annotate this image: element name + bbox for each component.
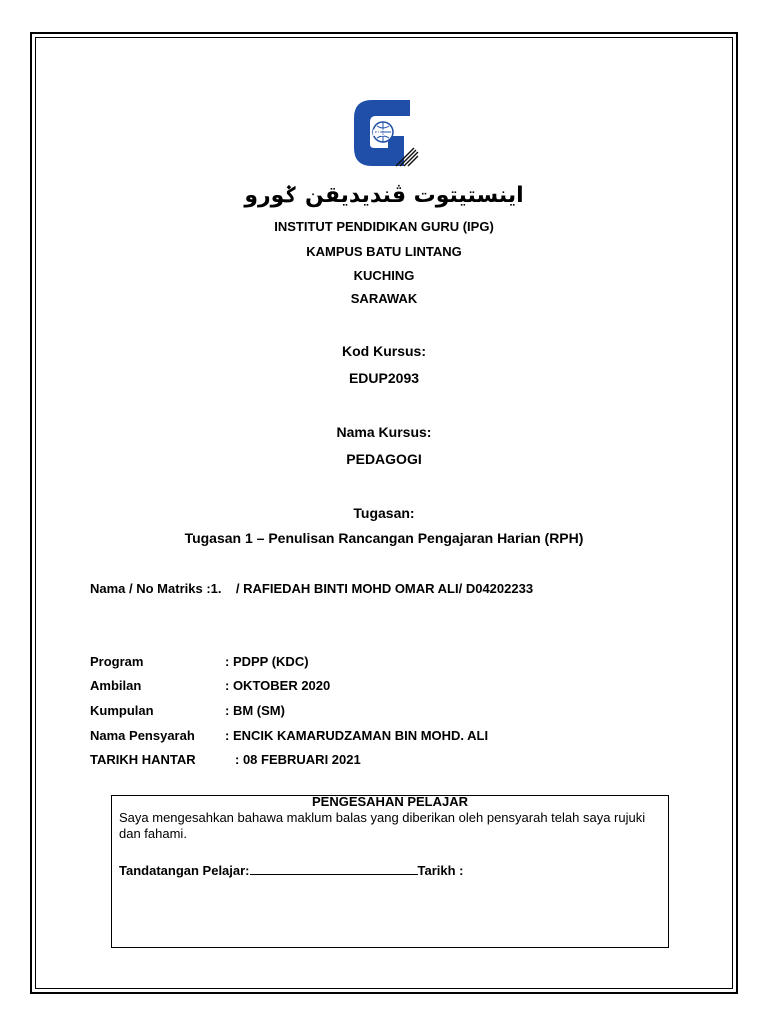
course-code-label: Kod Kursus: bbox=[342, 343, 426, 359]
course-name-label: Nama Kursus: bbox=[336, 424, 432, 440]
institution-name: INSTITUT PENDIDIKAN GURU (IPG) bbox=[274, 219, 494, 234]
info-row-program bbox=[90, 654, 309, 670]
info-row-ambilan bbox=[90, 678, 330, 694]
info-row-pensyarah bbox=[90, 728, 488, 744]
campus-name: KAMPUS BATU LINTANG bbox=[306, 244, 462, 259]
info-value: : PDPP (KDC) bbox=[225, 654, 309, 669]
assignment-label: Tugasan: bbox=[353, 505, 415, 521]
info-key: Nama Pensyarah bbox=[90, 728, 195, 743]
assignment-title: Tugasan 1 – Penulisan Rancangan Pengajaran Harian (RPH) bbox=[184, 530, 584, 546]
signature-row bbox=[119, 862, 464, 878]
info-key: Ambilan bbox=[90, 678, 142, 693]
info-value: : ENCIK KAMARUDZAMAN BIN MOHD. ALI bbox=[225, 728, 489, 743]
course-name-value: PEDAGOGI bbox=[346, 451, 422, 467]
info-value: : 08 FEBRUARI 2021 bbox=[235, 752, 361, 767]
date-label: Tarikh : bbox=[417, 863, 464, 878]
confirmation-box bbox=[111, 795, 669, 948]
info-row-tarikh-hantar bbox=[90, 752, 361, 768]
city-name: KUCHING bbox=[353, 268, 415, 283]
info-key: Kumpulan bbox=[90, 703, 154, 718]
ipg-logo-icon bbox=[348, 96, 420, 170]
info-key: Program bbox=[90, 654, 144, 669]
student-name-matric: Nama / No Matriks :1. / RAFIEDAH BINTI MOHD OMAR ALI/ D04202233 bbox=[90, 581, 534, 596]
logo-jawi-text: اينستيتوت ڤنديديقن ݢورو bbox=[244, 183, 524, 208]
info-value: : BM (SM) bbox=[225, 703, 285, 718]
info-row-kumpulan bbox=[90, 703, 285, 719]
confirmation-title: PENGESAHAN PELAJAR bbox=[311, 794, 469, 809]
signature-label: Tandatangan Pelajar: bbox=[119, 863, 250, 878]
confirmation-text: Saya mengesahkan bahawa maklum balas yang diberikan oleh pensyarah telah saya rujuki dan fahami. bbox=[119, 810, 646, 841]
info-key: TARIKH HANTAR bbox=[90, 752, 196, 767]
logo-mark-text: IPG bbox=[370, 128, 386, 138]
signature-line[interactable] bbox=[250, 862, 418, 875]
info-value: : OKTOBER 2020 bbox=[225, 678, 331, 693]
course-code-value: EDUP2093 bbox=[348, 370, 420, 386]
state-name: SARAWAK bbox=[350, 291, 418, 306]
